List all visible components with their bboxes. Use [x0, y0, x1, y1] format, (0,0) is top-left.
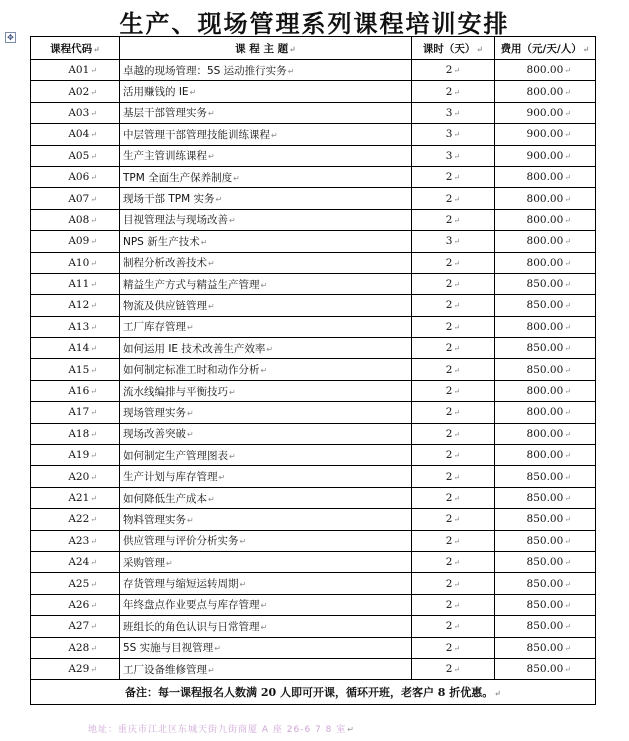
paragraph-mark: ↵ [208, 494, 215, 504]
course-fee-cell: 850.00↵ [495, 295, 596, 316]
course-topic-cell: 精益生产方式与精益生产管理↵ [120, 273, 412, 294]
paragraph-mark: ↵ [90, 87, 97, 97]
table-row [31, 359, 596, 380]
header-fee: 费用（元/天/人）↵ [495, 37, 596, 60]
course-days-cell: 3↵ [412, 231, 495, 252]
paragraph-mark: ↵ [564, 494, 571, 503]
paragraph-mark: ↵ [564, 643, 571, 653]
paragraph-mark: ↵ [90, 515, 97, 525]
course-days-cell: 2↵ [412, 338, 495, 359]
paragraph-mark: ↵ [187, 408, 194, 418]
paragraph-mark: ↵ [239, 580, 247, 590]
paragraph-mark: ↵ [90, 494, 97, 503]
course-topic-cell: 基层干部管理实务↵ [120, 102, 412, 123]
course-days-cell: 2↵ [412, 316, 495, 337]
course-fee-cell: 800.00↵ [495, 81, 596, 102]
paragraph-mark: ↵ [90, 66, 97, 76]
table-row [31, 402, 596, 423]
course-fee-cell: 850.00↵ [495, 551, 596, 572]
course-code-cell: A09↵ [31, 231, 120, 252]
header-days: 课时（天）↵ [412, 37, 495, 60]
course-topic-cell: 物流及供应链管理↵ [120, 295, 412, 316]
course-topic-cell: 目视管理法与现场改善↵ [120, 209, 412, 230]
paragraph-mark: ↵ [564, 108, 571, 118]
course-topic-cell: 如何制定生产管理图表↵ [120, 445, 412, 466]
course-code-cell: A16↵ [31, 380, 120, 401]
course-days-cell: 2↵ [412, 573, 495, 594]
course-days-cell: 2↵ [412, 551, 495, 572]
course-topic-cell: 班组长的角色认识与日常管理↵ [120, 616, 412, 637]
course-fee-cell: 800.00↵ [495, 402, 596, 423]
paragraph-mark: ↵ [564, 344, 571, 354]
paragraph-mark: ↵ [90, 322, 97, 332]
table-row [31, 466, 596, 487]
course-days-cell: 2↵ [412, 273, 495, 294]
course-fee-cell: 800.00↵ [495, 188, 596, 209]
course-code-cell: A24↵ [31, 551, 120, 572]
paragraph-mark: ↵ [453, 322, 461, 332]
course-days-cell: 2↵ [412, 637, 495, 658]
page-title: 生产、现场管理系列课程培训安排 [119, 9, 510, 38]
paragraph-mark: ↵ [564, 322, 571, 332]
course-days-cell: 2↵ [412, 509, 495, 530]
paragraph-mark: ↵ [260, 366, 268, 376]
paragraph-mark: ↵ [187, 323, 194, 333]
paragraph-mark: ↵ [564, 451, 571, 461]
course-fee-cell: 850.00↵ [495, 637, 596, 658]
table-row [31, 616, 596, 637]
paragraph-mark: ↵ [90, 215, 97, 225]
paragraph-mark: ↵ [260, 601, 268, 611]
paragraph-mark: ↵ [90, 301, 97, 311]
course-code-cell: A06↵ [31, 166, 120, 187]
course-topic-cell: 生产计划与库存管理↵ [120, 466, 412, 487]
paragraph-mark: ↵ [266, 344, 274, 354]
course-fee-cell: 800.00↵ [495, 60, 596, 81]
table-row [31, 338, 596, 359]
course-days-cell: 2↵ [412, 616, 495, 637]
paragraph-mark: ↵ [90, 665, 97, 675]
course-topic-cell: 制程分析改善技术↵ [120, 252, 412, 273]
table-row [31, 102, 596, 123]
paragraph-mark: ↵ [90, 643, 97, 653]
course-fee-cell: 850.00↵ [495, 338, 596, 359]
paragraph-mark: ↵ [90, 280, 97, 290]
course-fee-cell: 800.00↵ [495, 231, 596, 252]
paragraph-mark: ↵ [453, 87, 461, 97]
paragraph-mark: ↵ [453, 258, 461, 268]
paragraph-mark: ↵ [90, 130, 97, 140]
table-row [31, 231, 596, 252]
table-row [31, 81, 596, 102]
course-fee-cell: 800.00↵ [495, 445, 596, 466]
paragraph-mark: ↵ [453, 515, 461, 525]
paragraph-mark: ↵ [453, 579, 461, 589]
course-fee-cell: 850.00↵ [495, 616, 596, 637]
table-row [31, 145, 596, 166]
note-row [31, 680, 596, 705]
course-code-cell: A15↵ [31, 359, 120, 380]
table-row [31, 166, 596, 187]
course-topic-cell: 如何运用 IE 技术改善生产效率↵ [120, 338, 412, 359]
paragraph-mark: ↵ [208, 665, 215, 675]
paragraph-mark: ↵ [189, 88, 197, 98]
course-topic-cell: 物料管理实务↵ [120, 509, 412, 530]
paragraph-mark: ↵ [215, 195, 223, 205]
course-topic-cell: 卓越的现场管理：5S 运动推行实务↵ [120, 60, 412, 81]
paragraph-mark: ↵ [564, 130, 571, 140]
course-code-cell: A21↵ [31, 487, 120, 508]
course-fee-cell: 850.00↵ [495, 530, 596, 551]
paragraph-mark: ↵ [453, 344, 461, 354]
paragraph-mark: ↵ [564, 87, 571, 97]
paragraph-mark: ↵ [90, 108, 97, 118]
course-days-cell: 2↵ [412, 423, 495, 444]
course-fee-cell: 800.00↵ [495, 166, 596, 187]
table-row [31, 573, 596, 594]
course-days-cell: 2↵ [412, 487, 495, 508]
course-topic-cell: 供应管理与评价分析实务↵ [120, 530, 412, 551]
paragraph-mark: ↵ [564, 429, 571, 439]
paragraph-mark: ↵ [229, 387, 236, 397]
paragraph-mark: ↵ [453, 536, 461, 546]
table-row [31, 273, 596, 294]
course-days-cell: 2↵ [412, 380, 495, 401]
paragraph-mark: ↵ [233, 173, 240, 183]
paragraph-mark: ↵ [564, 301, 571, 311]
paragraph-mark: ↵ [90, 344, 97, 354]
course-fee-cell: 800.00↵ [495, 380, 596, 401]
course-topic-cell: 中层管理干部管理技能训练课程↵ [120, 124, 412, 145]
table-row [31, 509, 596, 530]
paragraph-mark: ↵ [453, 451, 461, 461]
paragraph-mark: ↵ [453, 194, 461, 204]
course-days-cell: 2↵ [412, 188, 495, 209]
course-code-cell: A20↵ [31, 466, 120, 487]
course-code-cell: A19↵ [31, 445, 120, 466]
course-code-cell: A25↵ [31, 573, 120, 594]
course-code-cell: A29↵ [31, 658, 120, 679]
course-topic-cell: 活用赚钱的 IE↵ [120, 81, 412, 102]
course-fee-cell: 850.00↵ [495, 594, 596, 615]
course-days-cell: 3↵ [412, 124, 495, 145]
paragraph-mark: ↵ [564, 408, 571, 418]
header-topic: 课 程 主 题↵ [120, 37, 412, 60]
paragraph-mark: ↵ [208, 152, 215, 162]
course-topic-cell: 年终盘点作业要点与库存管理↵ [120, 594, 412, 615]
paragraph-mark: ↵ [564, 622, 571, 632]
paragraph-mark: ↵ [564, 280, 571, 290]
course-fee-cell: 850.00↵ [495, 509, 596, 530]
course-code-cell: A05↵ [31, 145, 120, 166]
paragraph-mark: ↵ [229, 216, 236, 226]
course-code-cell: A13↵ [31, 316, 120, 337]
paragraph-mark: ↵ [453, 472, 461, 482]
table-row [31, 252, 596, 273]
paragraph-mark: ↵ [90, 173, 97, 183]
paragraph-mark: ↵ [208, 109, 215, 119]
course-days-cell: 3↵ [412, 145, 495, 166]
course-code-cell: A18↵ [31, 423, 120, 444]
course-code-cell: A11↵ [31, 273, 120, 294]
course-fee-cell: 850.00↵ [495, 466, 596, 487]
table-row [31, 445, 596, 466]
course-fee-cell: 850.00↵ [495, 487, 596, 508]
course-days-cell: 2↵ [412, 60, 495, 81]
paragraph-mark: ↵ [453, 494, 461, 503]
paragraph-mark: ↵ [564, 579, 571, 589]
paragraph-mark: ↵ [90, 536, 97, 546]
course-days-cell: 2↵ [412, 209, 495, 230]
paragraph-mark: ↵ [453, 151, 461, 161]
course-fee-cell: 900.00↵ [495, 124, 596, 145]
course-days-cell: 2↵ [412, 81, 495, 102]
paragraph-mark: ↵ [453, 108, 461, 118]
course-days-cell: 2↵ [412, 252, 495, 273]
course-topic-cell: 如何降低生产成本↵ [120, 487, 412, 508]
table-row [31, 658, 596, 679]
course-days-cell: 2↵ [412, 295, 495, 316]
course-code-cell: A12↵ [31, 295, 120, 316]
paragraph-mark: ↵ [200, 237, 208, 247]
table-body [31, 60, 596, 680]
paragraph-mark: ↵ [564, 173, 571, 183]
paragraph-mark: ↵ [564, 515, 571, 525]
paragraph-mark: ↵ [90, 151, 97, 161]
course-fee-cell: 850.00↵ [495, 573, 596, 594]
paragraph-mark: ↵ [453, 237, 461, 247]
paragraph-mark: ↵ [453, 215, 461, 225]
course-code-cell: A22↵ [31, 509, 120, 530]
paragraph-mark: ↵ [229, 451, 236, 461]
paragraph-mark: ↵ [564, 665, 571, 675]
paragraph-mark: ↵ [453, 622, 461, 632]
paragraph-mark: ↵ [564, 151, 571, 161]
course-topic-cell: 流水线编排与平衡技巧↵ [120, 380, 412, 401]
course-days-cell: 2↵ [412, 658, 495, 679]
course-code-cell: A14↵ [31, 338, 120, 359]
paragraph-mark: ↵ [90, 237, 97, 247]
course-topic-cell: TPM 全面生产保养制度↵ [120, 166, 412, 187]
table-row [31, 551, 596, 572]
paragraph-mark: ↵ [239, 537, 247, 547]
paragraph-mark: ↵ [208, 301, 215, 311]
paragraph-mark: ↵ [90, 429, 97, 439]
table-row [31, 530, 596, 551]
course-topic-cell: 存货管理与缩短运转周期↵ [120, 573, 412, 594]
table-row [31, 124, 596, 145]
paragraph-mark: ↵ [453, 665, 461, 675]
course-days-cell: 2↵ [412, 402, 495, 423]
course-code-cell: A07↵ [31, 188, 120, 209]
paragraph-mark: ↵ [90, 258, 97, 268]
course-code-cell: A28↵ [31, 637, 120, 658]
course-fee-cell: 800.00↵ [495, 252, 596, 273]
paragraph-mark: ↵ [90, 194, 97, 204]
paragraph-mark: ↵ [564, 365, 571, 375]
table-row [31, 380, 596, 401]
table-row [31, 487, 596, 508]
paragraph-mark: ↵ [564, 387, 571, 397]
paragraph-mark: ↵ [90, 365, 97, 375]
course-days-cell: 2↵ [412, 359, 495, 380]
paragraph-mark: ↵ [453, 600, 461, 610]
paragraph-mark: ↵ [218, 473, 226, 483]
course-fee-cell: 850.00↵ [495, 359, 596, 380]
course-fee-cell: 850.00↵ [495, 273, 596, 294]
course-topic-cell: 工厂库存管理↵ [120, 316, 412, 337]
paragraph-mark: ↵ [287, 66, 295, 76]
table-header-row [31, 37, 596, 60]
course-table [30, 36, 596, 705]
table-row [31, 209, 596, 230]
paragraph-mark: ↵ [564, 66, 571, 76]
course-topic-cell: 如何制定标准工时和动作分析↵ [120, 359, 412, 380]
table-row [31, 423, 596, 444]
table-row [31, 60, 596, 81]
paragraph-mark: ↵ [453, 173, 461, 183]
course-topic-cell: 现场管理实务↵ [120, 402, 412, 423]
course-days-cell: 2↵ [412, 466, 495, 487]
table-row [31, 316, 596, 337]
paragraph-mark: ↵ [564, 600, 571, 610]
course-fee-cell: 800.00↵ [495, 423, 596, 444]
table-row [31, 188, 596, 209]
paragraph-mark: ↵ [564, 472, 571, 482]
paragraph-mark: ↵ [187, 515, 194, 525]
course-fee-cell: 800.00↵ [495, 209, 596, 230]
course-code-cell: A27↵ [31, 616, 120, 637]
course-fee-cell: 900.00↵ [495, 102, 596, 123]
course-days-cell: 3↵ [412, 102, 495, 123]
course-code-cell: A08↵ [31, 209, 120, 230]
paragraph-mark: ↵ [564, 215, 571, 225]
paragraph-mark: ↵ [453, 408, 461, 418]
course-topic-cell: 现场干部 TPM 实务↵ [120, 188, 412, 209]
paragraph-mark: ↵ [453, 558, 461, 568]
course-code-cell: A01↵ [31, 60, 120, 81]
paragraph-mark: ↵ [90, 622, 97, 632]
paragraph-mark: ↵ [90, 451, 97, 461]
paragraph-mark: ↵ [260, 622, 268, 632]
paragraph-mark: ↵ [90, 408, 97, 418]
course-topic-cell: 工厂设备维修管理↵ [120, 658, 412, 679]
table-row [31, 637, 596, 658]
paragraph-mark: ↵ [90, 558, 97, 568]
table-move-handle-icon[interactable]: ✥ [5, 32, 16, 43]
course-days-cell: 2↵ [412, 530, 495, 551]
paragraph-mark: ↵ [214, 644, 221, 654]
paragraph-mark: ↵ [564, 237, 571, 247]
paragraph-mark: ↵ [453, 66, 461, 76]
paragraph-mark: ↵ [564, 558, 571, 568]
address-text: 地址：重庆市江北区东城天街九街商厦 A 座 26-6 7 8 室↵ [88, 725, 355, 735]
course-topic-cell: 现场改善突破↵ [120, 423, 412, 444]
paragraph-mark: ↵ [90, 387, 97, 397]
course-days-cell: 2↵ [412, 166, 495, 187]
course-code-cell: A02↵ [31, 81, 120, 102]
paragraph-mark: ↵ [453, 387, 461, 397]
paragraph-mark: ↵ [187, 430, 194, 440]
course-code-cell: A17↵ [31, 402, 120, 423]
course-code-cell: A04↵ [31, 124, 120, 145]
course-topic-cell: 采购管理↵ [120, 551, 412, 572]
course-fee-cell: 800.00↵ [495, 316, 596, 337]
table-row [31, 295, 596, 316]
paragraph-mark: ↵ [271, 130, 278, 140]
paragraph-mark: ↵ [90, 600, 97, 610]
course-fee-cell: 900.00↵ [495, 145, 596, 166]
paragraph-mark: ↵ [90, 472, 97, 482]
course-days-cell: 2↵ [412, 445, 495, 466]
course-topic-cell: NPS 新生产技术↵ [120, 231, 412, 252]
paragraph-mark: ↵ [260, 280, 268, 290]
course-topic-cell: 5S 实施与目视管理↵ [120, 637, 412, 658]
paragraph-mark: ↵ [453, 280, 461, 290]
table-row [31, 594, 596, 615]
paragraph-mark: ↵ [564, 258, 571, 268]
header-code: 课程代码↵ [31, 37, 120, 60]
paragraph-mark: ↵ [208, 259, 215, 269]
course-fee-cell: 850.00↵ [495, 658, 596, 679]
paragraph-mark: ↵ [453, 429, 461, 439]
course-code-cell: A10↵ [31, 252, 120, 273]
course-code-cell: A23↵ [31, 530, 120, 551]
paragraph-mark: ↵ [453, 301, 461, 311]
paragraph-mark: ↵ [453, 643, 461, 653]
course-days-cell: 2↵ [412, 594, 495, 615]
paragraph-mark: ↵ [564, 536, 571, 546]
paragraph-mark: ↵ [453, 365, 461, 375]
course-code-cell: A03↵ [31, 102, 120, 123]
paragraph-mark: ↵ [453, 130, 461, 140]
paragraph-mark: ↵ [90, 579, 97, 589]
course-topic-cell: 生产主管训练课程↵ [120, 145, 412, 166]
note-text: 备注：每一课程报名人数满 20 人即可开课，循环开班，老客户 8 折优惠。↵ [31, 680, 596, 705]
paragraph-mark: ↵ [166, 558, 173, 568]
course-code-cell: A26↵ [31, 594, 120, 615]
paragraph-mark: ↵ [564, 194, 571, 204]
